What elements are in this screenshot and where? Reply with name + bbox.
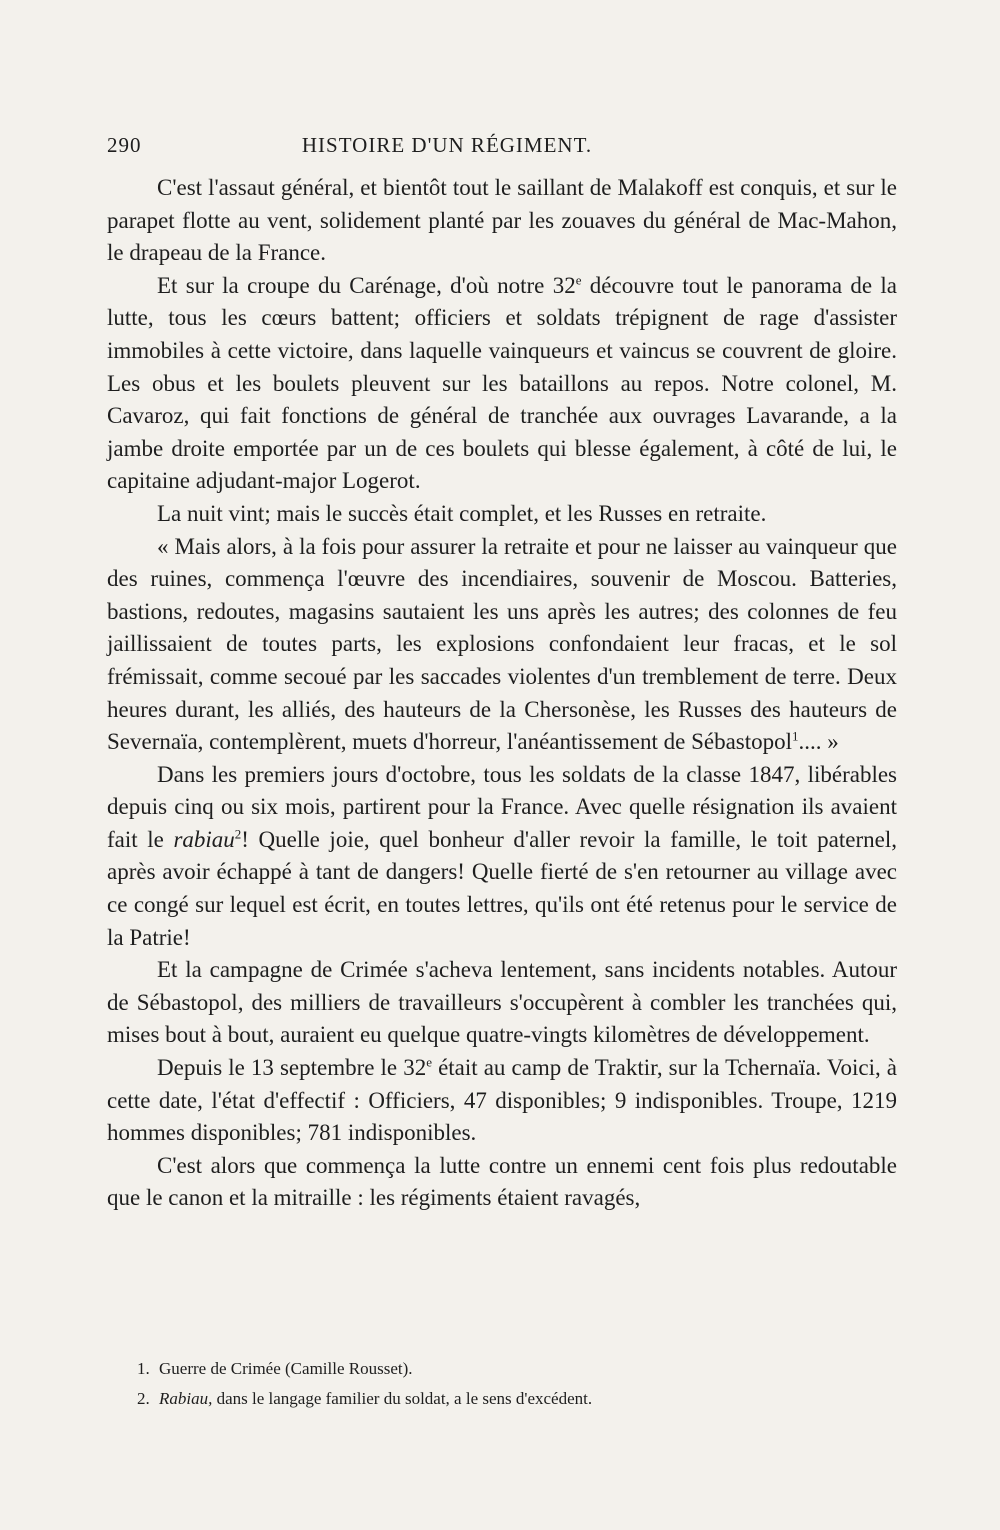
italic-term: rabiau xyxy=(173,826,235,852)
superscript: e xyxy=(426,1054,432,1070)
superscript: e xyxy=(575,272,582,288)
running-title: HISTOIRE D'UN RÉGIMENT. xyxy=(301,133,593,157)
paragraph-text: .... » xyxy=(798,729,839,755)
paragraph xyxy=(107,954,897,1052)
paragraph xyxy=(107,531,897,759)
paragraph-text: ! Quelle joie, quel bonheur d'aller revoir la famille, le toit paternel, après avoir échappé à tant de dangers! Quelle fierté de s'en retourner au village avec ce congé sur lequel est écrit, en toutes lettres, qu'ils ont été retenus pour le service de la Patrie! xyxy=(107,826,897,950)
footnote xyxy=(137,1384,877,1414)
footnote-ref: 2 xyxy=(234,826,242,842)
paragraph-text: Dans les premiers jours d'octobre, tous les soldats de la classe 1847, libérables depuis cinq ou six mois, partirent pour la France. Avec quelle résignation ils avaient fait le xyxy=(107,761,897,852)
paragraph xyxy=(107,1150,897,1215)
paragraph xyxy=(107,270,897,498)
footnotes xyxy=(137,1354,877,1414)
footnote-italic: Rabiau, xyxy=(159,1389,213,1408)
paragraph-text: Depuis le 13 septembre le 32 xyxy=(157,1055,427,1081)
paragraph-text: C'est alors que commença la lutte contre un ennemi cent fois plus redoutable que le canon et la mitraille : les régiments étaient ravagés, xyxy=(107,1152,897,1211)
paragraph xyxy=(107,759,897,955)
paragraph xyxy=(107,1052,897,1150)
footnote-number: 1. xyxy=(137,1359,150,1378)
footnote-number: 2. xyxy=(137,1389,150,1408)
footnote-ref: 1 xyxy=(792,728,799,744)
paragraph-text: découvre tout le panorama de la lutte, tous les cœurs battent; officiers et soldats trépignent de rage d'assister immobiles à cette victoire, dans laquelle vainqueurs et vaincus se couvrent de gloire. Les obus et les boulets pleuvent sur les bataillons au repos. Notre colonel, M. Cavaroz, qui fait fonctions de général de tranchée aux ouvrages Lavarande, a la jambe droite emportée par un de ces boulets qui blesse également, à côté de lui, le capitaine adjudant-major Logerot. xyxy=(107,272,897,494)
page-number: 290 xyxy=(107,133,142,157)
paragraph xyxy=(107,172,897,270)
paragraph-text: Et sur la croupe du Carénage, d'où notre 32 xyxy=(157,272,576,298)
paragraph-text: C'est l'assaut général, et bientôt tout le saillant de Malakoff est conquis, et sur le parapet flotte au vent, solidement planté par les zouaves du général de Mac-Mahon, le drapeau de la France. xyxy=(107,175,897,266)
paragraph-text: La nuit vint; mais le succès était complet, et les Russes en retraite. xyxy=(157,500,767,526)
paragraph-text: était au camp de Traktir, sur la Tchernaïa. Voici, à cette date, l'état d'effectif : Officiers, 47 disponibles; 9 indisponibles. Troupe, 1219 hommes disponibles; 781 indisponibles. xyxy=(107,1055,897,1146)
footnote-text: Guerre de Crimée (Camille Rousset). xyxy=(159,1359,413,1378)
footnote xyxy=(137,1354,877,1384)
paragraph xyxy=(107,498,897,531)
body-text xyxy=(107,172,897,1215)
footnote-text: dans le langage familier du soldat, a le sens d'excédent. xyxy=(212,1389,593,1408)
paragraph-text: « Mais alors, à la fois pour assurer la retraite et pour ne laisser au vainqueur que des ruines, commença l'œuvre des incendiaires, souvenir de Moscou. Batteries, bastions, redoutes, magasins sautaient les uns après les autres; des colonnes de feu jaillissaient de toutes parts, les explosions confondaient leur fracas, et le sol frémissait, comme secoué par les saccades violentes d'un tremblement de terre. Deux heures durant, les alliés, des hauteurs de la Chersonèse, les Russes des hauteurs de Severnaïa, contemplèrent, muets d'horreur, l'anéantissement de Sébastopol xyxy=(107,533,897,755)
paragraph-text: Et la campagne de Crimée s'acheva lentement, sans incidents notables. Autour de Sébastopol, des milliers de travailleurs s'occupèrent à combler les tranchées qui, mises bout à bout, auraient eu quelque quatre-vingts kilomètres de développement. xyxy=(107,957,897,1048)
